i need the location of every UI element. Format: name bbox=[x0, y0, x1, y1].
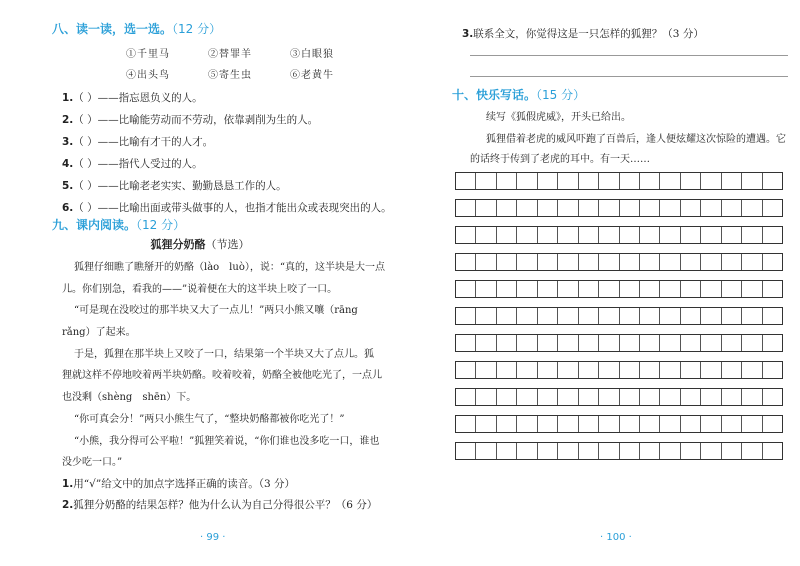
writing-prompt: 续写《狐假虎威》，开头已给出。 bbox=[486, 112, 631, 123]
grid-row[interactable] bbox=[455, 442, 783, 460]
answer-blank-6[interactable]: （ ） bbox=[73, 202, 98, 214]
passage-title: 狐狸分奶酪（节选） bbox=[150, 238, 250, 251]
passage-line-7: 也没剩（shèng shēn）下。 bbox=[62, 392, 197, 403]
question-2: 2.（ ）——比喻能劳动而不劳动，依靠剥削为生的人。 bbox=[62, 114, 319, 126]
question-9-1: 1.用“√”给文中的加点字选择正确的读音。（3 分） bbox=[62, 478, 295, 490]
option-1: ①千里马 bbox=[126, 49, 170, 60]
answer-blank-2[interactable]: （ ） bbox=[73, 114, 98, 126]
passage-line-4: rǎng）了起来。 bbox=[62, 327, 136, 338]
question-9-2: 2.狐狸分奶酪的结果怎样？他为什么认为自己分得很公平？（6 分） bbox=[62, 499, 378, 511]
page-number-right: · 100 · bbox=[600, 532, 632, 543]
grid-row[interactable] bbox=[455, 415, 783, 433]
page-number-left: · 99 · bbox=[200, 532, 226, 543]
passage-line-6: 狸就这样不停地咬着两半块奶酪。咬着咬着，奶酪全被他吃光了，一点儿 bbox=[62, 370, 382, 381]
option-4: ④出头鸟 bbox=[126, 70, 170, 81]
grid-row[interactable] bbox=[455, 307, 783, 325]
story-start-line-2: 的话终于传到了老虎的耳中。有一天…… bbox=[470, 154, 650, 165]
answer-line-1[interactable] bbox=[470, 55, 788, 56]
answer-blank-1[interactable]: （ ） bbox=[73, 92, 98, 104]
question-6: 6.（ ）——比喻出面或带头做事的人，也指才能出众或表现突出的人。 bbox=[62, 202, 392, 214]
question-4: 4.（ ）——指代人受过的人。 bbox=[62, 158, 203, 170]
passage-line-10: 没少吃一口。” bbox=[62, 457, 123, 468]
grid-row[interactable] bbox=[455, 334, 783, 352]
section-8-title: 八、读一读，选一选。（12 分） bbox=[52, 22, 222, 36]
story-start-line-1: 狐狸借着老虎的威风吓跑了百兽后，逢人便炫耀这次惊险的遭遇。它 bbox=[486, 134, 786, 145]
answer-line-2[interactable] bbox=[470, 76, 788, 77]
passage-line-1: 狐狸仔细瞧了瞧掰开的奶酪（lào luò），说：“真的，这半块是大一点 bbox=[74, 262, 385, 273]
section-9-title: 九、课内阅读。（12 分） bbox=[52, 218, 186, 232]
passage-line-2: 儿。你们别急，看我的——”说着便在大的这半块上咬了一口。 bbox=[62, 284, 338, 295]
option-3: ③白眼狼 bbox=[290, 49, 334, 60]
option-5: ⑤寄生虫 bbox=[208, 70, 252, 81]
grid-row[interactable] bbox=[455, 253, 783, 271]
question-1: 1.（ ）——指忘恩负义的人。 bbox=[62, 92, 203, 104]
question-5: 5.（ ）——比喻老老实实、勤勤恳恳工作的人。 bbox=[62, 180, 287, 192]
answer-blank-3[interactable]: （ ） bbox=[73, 136, 98, 148]
grid-row[interactable] bbox=[455, 388, 783, 406]
answer-blank-5[interactable]: （ ） bbox=[73, 180, 98, 192]
option-6: ⑥老黄牛 bbox=[290, 70, 334, 81]
question-9-3: 3.联系全文，你觉得这是一只怎样的狐狸？（3 分） bbox=[462, 28, 704, 40]
section-10-title: 十、快乐写话。（15 分） bbox=[452, 88, 586, 102]
option-2: ②替罪羊 bbox=[208, 49, 252, 60]
question-3: 3.（ ）——比喻有才干的人才。 bbox=[62, 136, 214, 148]
grid-row[interactable] bbox=[455, 226, 783, 244]
passage-line-5: 于是，狐狸在那半块上又咬了一口，结果第一个半块又大了点儿。狐 bbox=[74, 349, 374, 360]
writing-grid[interactable] bbox=[455, 172, 783, 469]
passage-line-9: “小熊，我分得可公平啦！”狐狸笑着说，“你们谁也没多吃一口，谁也 bbox=[74, 436, 380, 447]
answer-blank-4[interactable]: （ ） bbox=[73, 158, 98, 170]
passage-line-8: “你可真会分！”两只小熊生气了，“整块奶酪都被你吃光了！” bbox=[74, 414, 345, 425]
grid-row[interactable] bbox=[455, 199, 783, 217]
passage-line-3: “可是现在没咬过的那半块又大了一点儿！”两只小熊又嚷（rāng bbox=[74, 305, 358, 316]
grid-row[interactable] bbox=[455, 361, 783, 379]
grid-row[interactable] bbox=[455, 172, 783, 190]
grid-row[interactable] bbox=[455, 280, 783, 298]
